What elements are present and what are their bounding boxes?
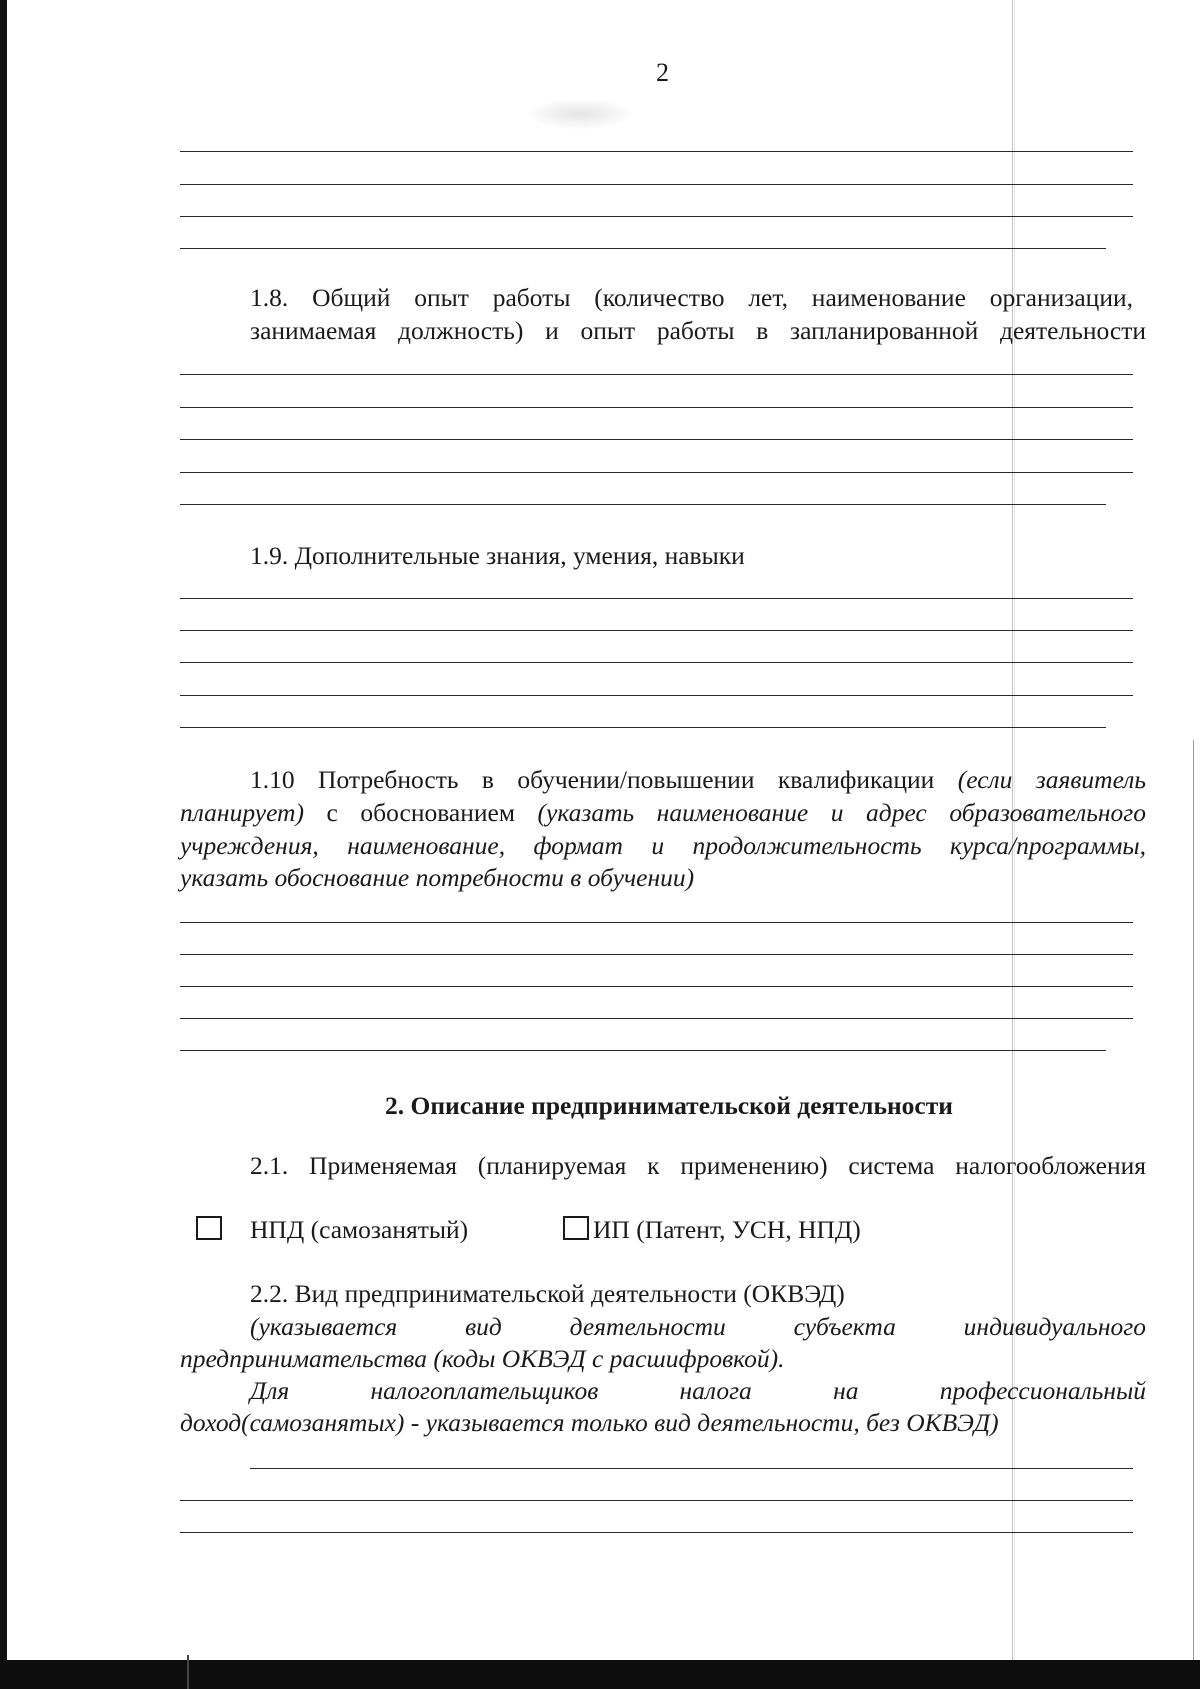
- section-2-2-title: 2.2. Вид предпринимательской деятельности (ОКВЭД): [250, 1279, 845, 1308]
- npd-checkbox[interactable]: [196, 1216, 222, 1240]
- ip-checkbox[interactable]: [563, 1216, 589, 1240]
- section-1-10-line-2: [180, 797, 1146, 829]
- section-2-1-title: 2.1. Применяемая (планируемая к применению) система налогообложения: [250, 1151, 1146, 1180]
- section-1-8-line-1: 1.8. Общий опыт работы (количество лет, наименование организации,: [250, 283, 1133, 312]
- fill-line: [250, 1468, 1133, 1469]
- section-1-9-title: 1.9. Дополнительные знания, умения, навыки: [250, 541, 745, 570]
- fill-line: [180, 216, 1133, 217]
- fill-line: [180, 1532, 1133, 1533]
- npd-option-label: НПД (самозанятый): [250, 1215, 469, 1244]
- fill-line: [180, 662, 1133, 663]
- fill-line: [180, 1500, 1133, 1501]
- section-1-8-line-2: занимаемая должность) и опыт работы в запланированной деятельности: [250, 316, 1146, 345]
- section-2-2-note-line-1: (указывается вид деятельности субъекта индивидуального: [250, 1312, 1146, 1341]
- section-1-10-line-3: учреждения, наименование, формат и продолжительность курса/программы,: [180, 831, 1146, 860]
- fill-line: [180, 151, 1133, 152]
- scan-left-edge: [0, 0, 7, 1689]
- fill-line: [180, 407, 1133, 408]
- page-number: 2: [656, 58, 669, 87]
- fill-line: [180, 1018, 1133, 1019]
- fill-line: [180, 727, 1106, 728]
- section-2-2-note-line-4: доход(самозанятых) - указывается только вид деятельности, без ОКВЭД): [180, 1408, 999, 1437]
- section-1-10-text: 1.10 Потребность в обучении/повышении квалификации: [250, 765, 958, 794]
- fill-line: [180, 1050, 1106, 1051]
- fill-line: [180, 504, 1106, 505]
- scan-bottom-edge: [0, 1660, 1200, 1689]
- section-1-10-note: (если заявитель: [957, 765, 1146, 794]
- ip-option-label: ИП (Патент, УСН, НПД): [593, 1215, 861, 1244]
- section-1-10-text: с обоснованием: [303, 798, 538, 827]
- fill-line: [180, 184, 1133, 185]
- section-1-10-line-1: [250, 764, 1146, 796]
- scan-right-edge: [1193, 740, 1194, 1660]
- section-1-10-note: (указать наименование и адрес образовательного: [537, 798, 1146, 827]
- section-2-2-note-line-2: предпринимательства (коды ОКВЭД с расшифровкой).: [180, 1344, 785, 1373]
- fill-line: [180, 986, 1133, 987]
- fill-line: [180, 374, 1133, 375]
- fill-line: [180, 922, 1133, 923]
- section-1-10-line-4: указать обоснование потребности в обучении): [180, 863, 695, 892]
- fill-line: [180, 598, 1133, 599]
- fill-line: [180, 472, 1133, 473]
- section-1-10-note: планирует): [180, 798, 304, 827]
- fill-line: [180, 695, 1133, 696]
- section-2-title: 2. Описание предпринимательской деятельности: [385, 1091, 953, 1120]
- fill-line: [180, 439, 1133, 440]
- fill-line: [180, 630, 1133, 631]
- fill-line: [180, 248, 1106, 249]
- scan-smudge: [525, 98, 635, 130]
- fill-line: [180, 954, 1133, 955]
- section-2-2-note-line-3: Для налогоплательщиков налога на профессиональный: [250, 1376, 1146, 1405]
- scan-bottom-tick: [187, 1655, 189, 1689]
